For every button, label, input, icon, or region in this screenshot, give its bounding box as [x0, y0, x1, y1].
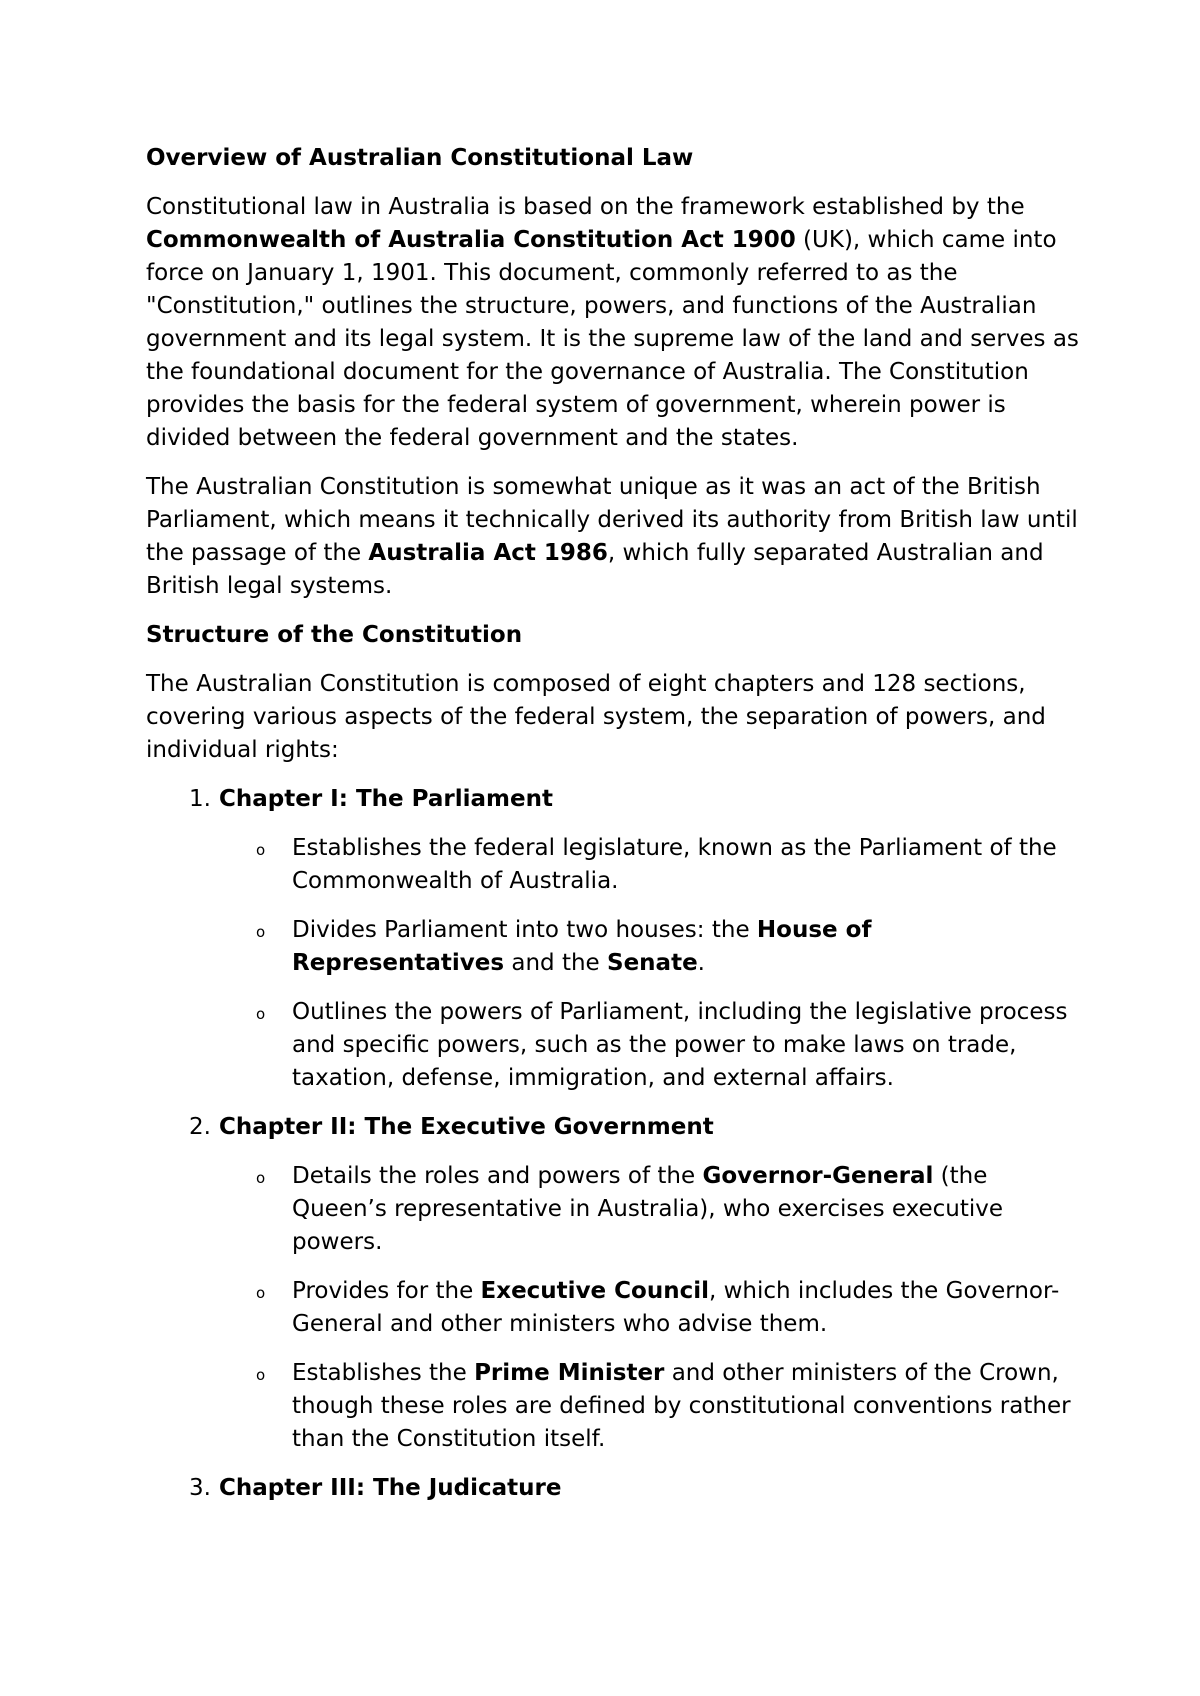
bold-term: Commonwealth of Australia Constitution Act 1900 — [146, 227, 796, 253]
document-title: Overview of Australian Constitutional Law — [146, 145, 694, 171]
text-span: Provides for the — [292, 1278, 481, 1304]
structure-intro-paragraph: The Australian Constitution is composed of eight chapters and 128 sections, covering various aspects of the federal system, the separation of powers, and individual rights: — [146, 671, 1046, 763]
chapter-item — [146, 1472, 1086, 1505]
text-span: and other ministers of the Crown, though these roles are defined by constitutional conventions rather than the Constitution itself. — [292, 1360, 1071, 1452]
text-span: (UK), which came into force on January 1, 1901. This document, commonly referred to as the "Constitution," outlines the structure, powers, and functions of the Australian government and its legal system. It is the supreme law of the land and serves as the foundational document for the governance of Australia. The Constitution provides the basis for the federal system of government, wherein power is divided between the federal government and the states. — [146, 227, 1079, 451]
chapter-title: Chapter I: The Parliament — [219, 786, 553, 812]
chapter-item — [146, 1111, 1086, 1456]
list-item — [146, 996, 1086, 1095]
text-span: Outlines the powers of Parliament, including the legislative process and specific powers, such as the power to make laws on trade, taxation, defense, immigration, and external affairs. — [292, 999, 1068, 1091]
text-span: The Australian Constitution is somewhat unique as it was an act of the British Parliament, which means it technically derived its authority from British law until the passage of the — [146, 474, 1078, 566]
chapter-points — [146, 832, 1086, 1095]
list-item — [146, 1275, 1086, 1341]
bold-term: Senate — [607, 950, 698, 976]
chapter-points — [146, 1160, 1086, 1456]
text-span: , which fully separated Australian and British legal systems. — [146, 540, 1044, 599]
chapter-item — [146, 783, 1086, 1095]
intro-paragraph-1 — [146, 191, 1086, 455]
text-span: , which includes the Governor-General and other ministers who advise them. — [292, 1278, 1060, 1337]
bold-term: House of Representatives — [292, 917, 872, 976]
chapter-list — [146, 783, 1086, 1505]
bold-term: Governor-General — [702, 1163, 934, 1189]
text-span: Divides Parliament into two houses: the — [292, 917, 757, 943]
text-span: and the — [504, 950, 608, 976]
text-span: . — [697, 950, 705, 976]
bullet-icon: o — [256, 923, 266, 941]
bullet-icon: o — [256, 841, 266, 859]
bold-term: Executive Council — [480, 1278, 709, 1304]
list-item — [146, 832, 1086, 898]
document-page — [146, 142, 1086, 1521]
chapter-title: Chapter II: The Executive Government — [219, 1114, 714, 1140]
bullet-icon: o — [256, 1005, 266, 1023]
list-item — [146, 1357, 1086, 1456]
chapter-number: 2. — [189, 1114, 211, 1140]
bold-term: Prime Minister — [474, 1360, 665, 1386]
list-item — [146, 1160, 1086, 1259]
text-span: Constitutional law in Australia is based on the framework established by the — [146, 194, 1025, 220]
bullet-icon: o — [256, 1169, 266, 1187]
bullet-icon: o — [256, 1284, 266, 1302]
text-span: (the Queen’s representative in Australia), who exercises executive powers. — [292, 1163, 1004, 1255]
chapter-heading — [146, 1472, 1086, 1505]
chapter-number: 1. — [189, 786, 211, 812]
list-item — [146, 914, 1086, 980]
bold-term: Australia Act 1986 — [368, 540, 608, 566]
intro-paragraph-2 — [146, 471, 1086, 603]
text-span: Details the roles and powers of the — [292, 1163, 703, 1189]
text-span: Establishes the federal legislature, known as the Parliament of the Commonwealth of Australia. — [292, 835, 1057, 894]
chapter-title: Chapter III: The Judicature — [219, 1475, 562, 1501]
text-span: Establishes the — [292, 1360, 475, 1386]
bullet-icon: o — [256, 1366, 266, 1384]
section-heading-structure: Structure of the Constitution — [146, 622, 523, 648]
chapter-heading — [146, 1111, 1086, 1144]
chapter-number: 3. — [189, 1475, 211, 1501]
chapter-heading — [146, 783, 1086, 816]
